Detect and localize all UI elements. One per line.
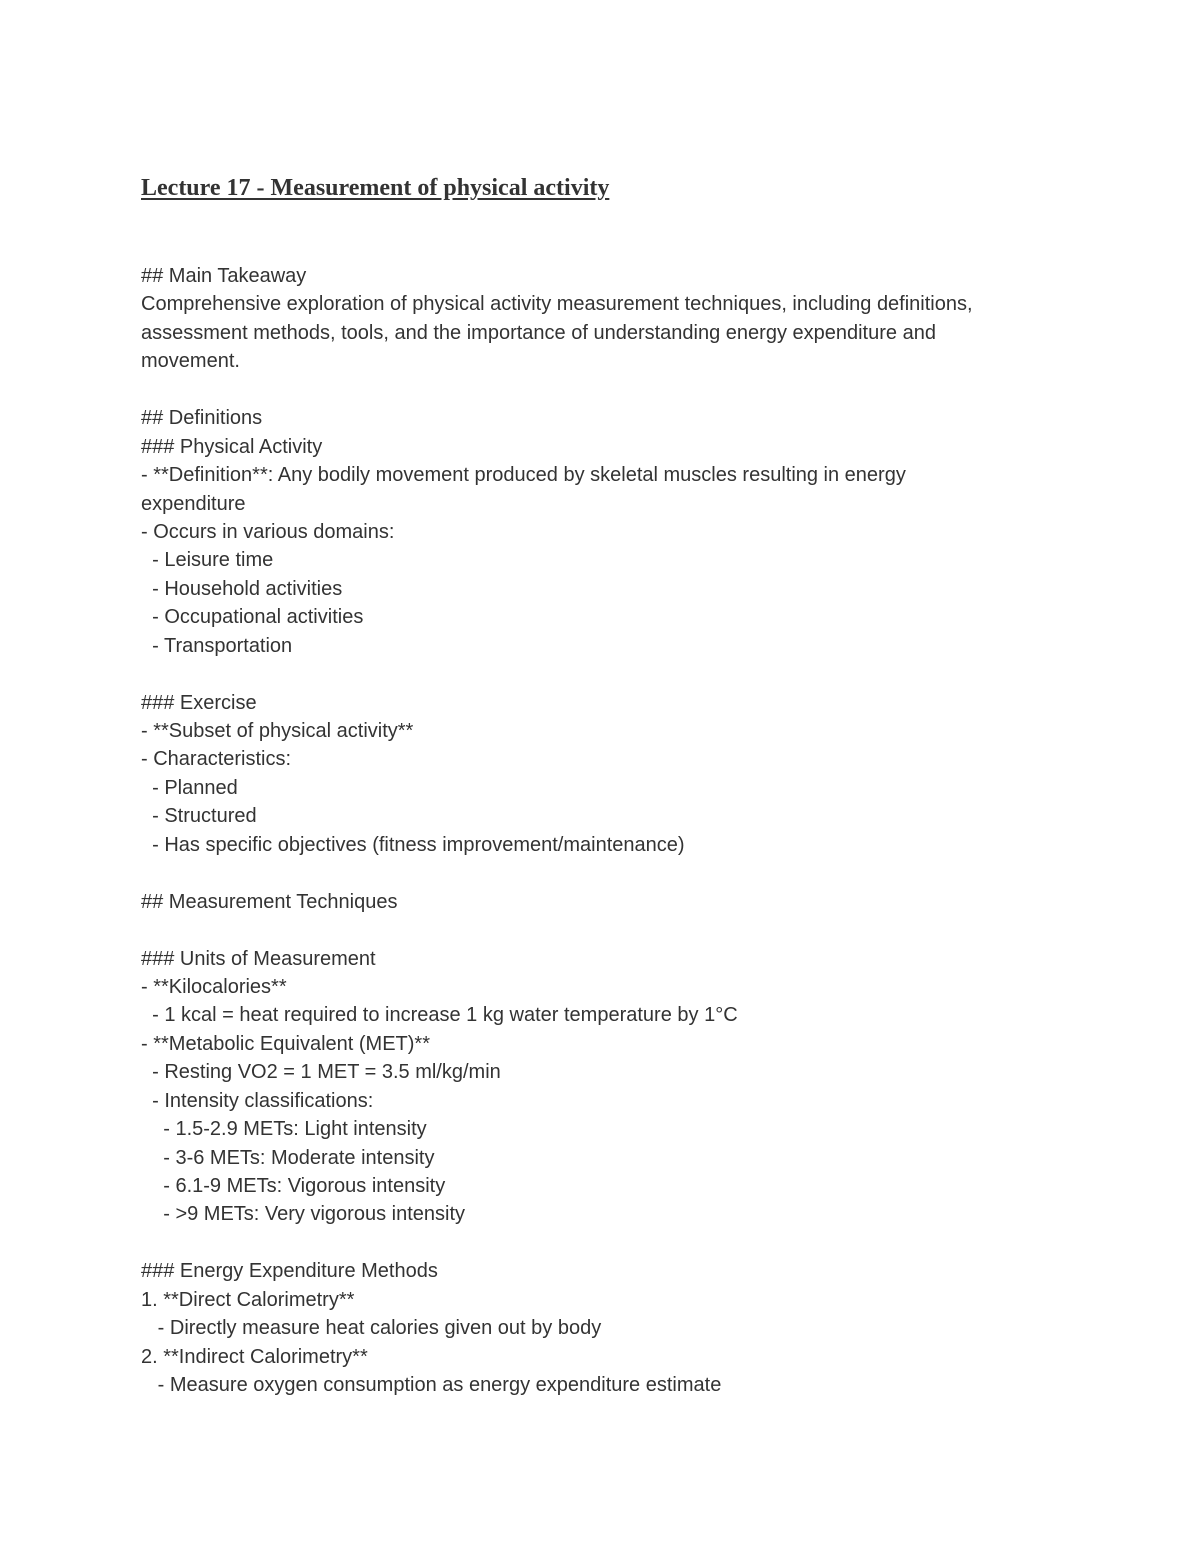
blank-line — [141, 1229, 1061, 1257]
list-item: - **Kilocalories** — [141, 975, 287, 998]
heading-definitions: ## Definitions — [141, 407, 263, 430]
numbered-item: 2. **Indirect Calorimetry** — [141, 1345, 368, 1368]
list-item: - 6.1-9 METs: Vigorous intensity — [141, 1175, 446, 1197]
blank-line — [141, 660, 1061, 688]
list-item: - Structured — [141, 805, 257, 828]
list-item: - Intensity classifications: — [141, 1089, 374, 1112]
paragraph-line: assessment methods, tools, and the importance of understanding energy expenditure and — [141, 321, 936, 344]
blank-line — [141, 859, 1061, 887]
paragraph-line: Comprehensive exploration of physical activity measurement techniques, including definitions, — [141, 293, 973, 316]
subheading-units-of-measurement: ### Units of Measurement — [141, 947, 376, 970]
list-item-continuation: expenditure — [141, 492, 246, 515]
list-item: - 3-6 METs: Moderate intensity — [141, 1146, 435, 1169]
list-item: - Measure oxygen consumption as energy expenditure estimate — [141, 1374, 722, 1397]
list-item: - 1.5-2.9 METs: Light intensity — [141, 1118, 427, 1141]
paragraph-line: movement. — [141, 350, 240, 373]
blank-line — [141, 376, 1061, 404]
list-item: - Planned — [141, 776, 238, 799]
list-item: - >9 METs: Very vigorous intensity — [141, 1203, 466, 1226]
list-item: - Has specific objectives (fitness improvement/maintenance) — [141, 833, 685, 856]
subheading-physical-activity: ### Physical Activity — [141, 435, 323, 458]
list-item: - **Definition**: Any bodily movement produced by skeletal muscles resulting in energy — [141, 464, 906, 487]
heading-main-takeaway: ## Main Takeaway — [141, 265, 307, 287]
list-item: - Directly measure heat calories given out by body — [141, 1317, 602, 1340]
list-item: - Resting VO2 = 1 MET = 3.5 ml/kg/min — [141, 1061, 501, 1084]
list-item: - **Subset of physical activity** — [141, 720, 414, 742]
numbered-item: 1. **Direct Calorimetry** — [141, 1288, 355, 1311]
heading-measurement-techniques: ## Measurement Techniques — [141, 890, 398, 913]
document-body — [141, 262, 1061, 1400]
list-item: - Transportation — [141, 634, 293, 657]
list-item: - Occupational activities — [141, 606, 364, 629]
subheading-energy-expenditure-methods: ### Energy Expenditure Methods — [141, 1260, 438, 1283]
list-item: - Occurs in various domains: — [141, 520, 395, 543]
page-title: Lecture 17 - Measurement of physical activity — [141, 175, 610, 201]
list-item: - Leisure time — [141, 549, 274, 572]
list-item: - 1 kcal = heat required to increase 1 kg water temperature by 1°C — [141, 1004, 738, 1027]
subheading-exercise: ### Exercise — [141, 691, 257, 714]
list-item: - Characteristics: — [141, 748, 292, 771]
list-item: - Household activities — [141, 577, 343, 600]
list-item: - **Metabolic Equivalent (MET)** — [141, 1032, 430, 1055]
blank-line — [141, 916, 1061, 944]
